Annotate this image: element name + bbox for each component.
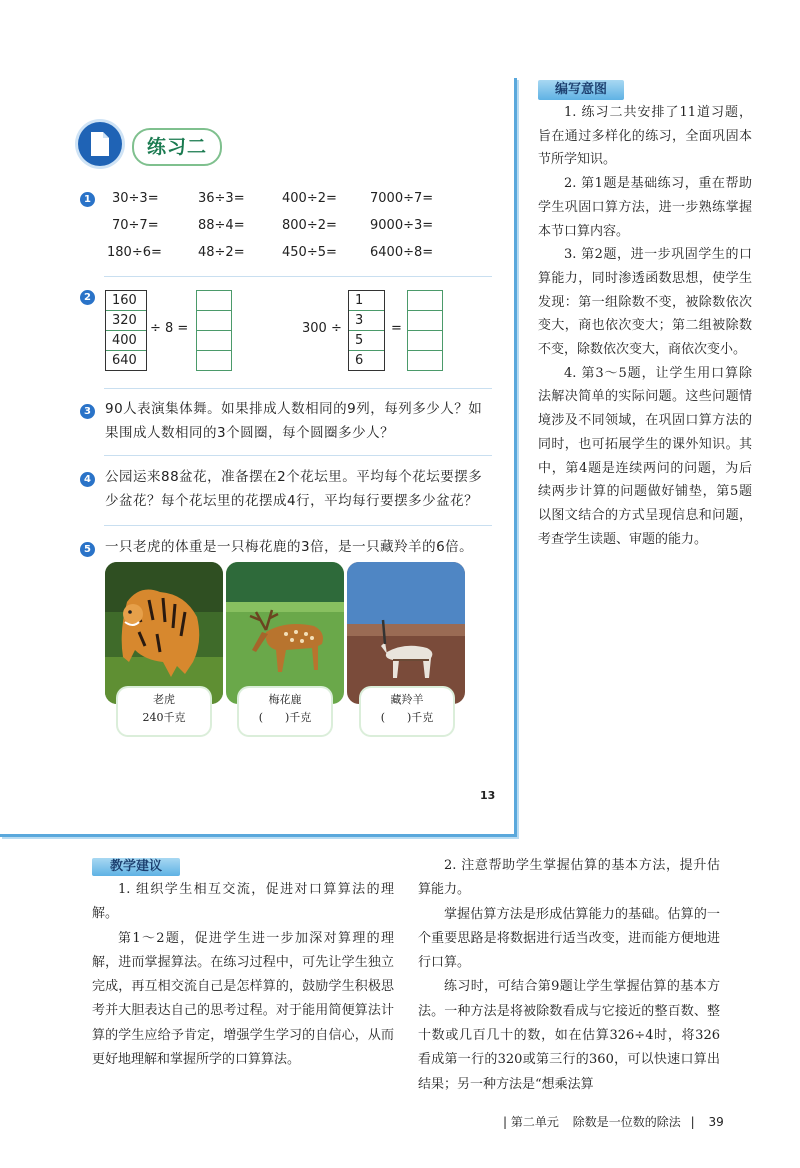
animal-weight: ( )千克 [380, 711, 434, 724]
division-operator: ÷ 8 = [150, 321, 189, 336]
teaching-paragraph: 掌握估算方法是形成估算能力的基础。估算的一个重要思路是将数据进行适当改变，进而能方便地进行口算。 [418, 906, 720, 971]
animal-name: 老虎 [153, 693, 175, 706]
animal-weight: 240千克 [142, 711, 186, 724]
teaching-paragraph: 1. 组织学生相互交流，促进对口算算法的理解。 [92, 882, 394, 922]
teaching-right-column [418, 854, 720, 1097]
divisor-column [348, 290, 385, 371]
exercise-title: 练习二 [132, 128, 222, 166]
dividend-value: 320 [106, 311, 146, 331]
answer-blank[interactable] [197, 331, 231, 351]
teaching-paragraph: 2. 注意帮助学生掌握估算的基本方法，提升估算能力。 [418, 858, 720, 898]
divider [104, 276, 492, 277]
question-4-line1: 公园运来88盆花，准备摆在2个花坛里。平均每个花坛要摆多 [105, 469, 483, 485]
question-5-text: 一只老虎的体重是一只梅花鹿的3倍，是一只藏羚羊的6倍。 [105, 539, 474, 555]
inset-page-number: 13 [480, 789, 496, 802]
design-intent-label: 编写意图 [538, 80, 624, 100]
answer-blank[interactable] [197, 291, 231, 311]
question-3-line1: 90人表演集体舞。如果排成人数相同的9列，每列多少人？如 [105, 401, 483, 417]
answer-blank[interactable] [197, 311, 231, 331]
answer-column-1 [196, 290, 232, 371]
answer-blank[interactable] [408, 331, 442, 351]
side-paragraph: 3. 第2题，进一步巩固学生的口算能力，同时渗透函数思想，使学生发现：第一组除数不变，被除数依次变大，商也依次变大；第二组被除数不变，除数依次变大，商依次变小。 [538, 247, 752, 358]
fixed-dividend: 300 ÷ [302, 321, 342, 336]
side-paragraph: 2. 第1题是基础练习，重在帮助学生巩固口算方法，进一步熟练掌握本节口算内容。 [538, 176, 752, 239]
teaching-paragraph: 练习时，可结合第9题让学生掌握估算的基本方法。一种方法是将被除数看成与它接近的整百数、整十数或几百几十的数，如在估算326÷4时，将326看成第一行的320或第三行的360，可以快速口算出结果；另一种方法是“想乘法算 [418, 979, 720, 1092]
divisor-value: 1 [349, 291, 384, 311]
answer-blank[interactable] [197, 351, 231, 370]
question-5-number: 5 [80, 542, 95, 557]
calc-item: 6400÷8= [370, 245, 434, 260]
document-icon [78, 122, 122, 166]
deer-caption [239, 688, 331, 735]
calc-item: 48÷2= [198, 245, 245, 260]
question-4-number: 4 [80, 472, 95, 487]
footer-bar: | [503, 1115, 508, 1129]
tiger-caption [118, 688, 210, 735]
question-1-number: 1 [80, 192, 95, 207]
design-intent-text [538, 101, 752, 551]
side-paragraph: 1. 练习二共安排了11道习题，旨在通过多样化的练习，全面巩固本节所学知识。 [538, 105, 752, 168]
footer-topic: 除数是一位数的除法 [572, 1115, 681, 1129]
calc-item: 9000÷3= [370, 218, 434, 233]
calc-item: 7000÷7= [370, 191, 434, 206]
divisor-value: 5 [349, 331, 384, 351]
divisor-value: 6 [355, 353, 364, 368]
antelope-caption [361, 688, 453, 735]
side-paragraph: 4. 第3～5题，让学生用口算除法解决简单的实际问题。这些问题情境涉及不同领域，在巩固口算方法的同时，也可拓展学生的课外知识。其中，第4题是连续两问的问题，为后续两步计算的问题做好铺垫，第5题以图文结合的方式呈现信息和问题，考查学生读题、审题的能力。 [538, 365, 752, 547]
calc-item: 180÷6= [107, 245, 162, 260]
animal-weight: ( )千克 [258, 711, 312, 724]
calc-item: 36÷3= [198, 191, 245, 206]
sika-deer-photo [226, 562, 344, 704]
dividend-value: 400 [106, 331, 146, 351]
answer-blank[interactable] [408, 291, 442, 311]
footer-bar: | [690, 1115, 695, 1129]
calc-item: 400÷2= [282, 191, 337, 206]
calc-item: 30÷3= [112, 191, 159, 206]
equals-sign: = [391, 321, 402, 336]
teaching-paragraph: 第1～2题，促进学生进一步加深对算理的理解，进而掌握算法。在练习过程中，可先让学生独立完成，再互相交流自己是怎样算的，鼓励学生积极思考并大胆表达自己的思考过程。对于能用简便算法计算的学生应给予肯定，增强学生学习的自信心，从而更好地理解和掌握所学的口算算法。 [92, 930, 394, 1068]
dividend-column [105, 290, 147, 371]
divisor-value: 3 [349, 311, 384, 331]
animal-name: 藏羚羊 [390, 693, 424, 706]
question-4-line2: 少盆花？每个花坛里的花摆成4行，平均每行要摆多少盆花？ [105, 493, 479, 509]
tiger-photo [105, 562, 223, 704]
calc-item: 70÷7= [112, 218, 159, 233]
question-3-line2: 果围成人数相同的3个圆圈，每个圆圈多少人？ [105, 425, 395, 441]
divider [104, 388, 492, 389]
question-2-number: 2 [80, 290, 95, 305]
question-3-number: 3 [80, 404, 95, 419]
footer-unit: 第二单元 [510, 1115, 559, 1129]
page-footer [503, 1113, 724, 1130]
teaching-suggestion-label: 教学建议 [92, 858, 180, 876]
teaching-left-column [92, 878, 394, 1072]
answer-column-2 [407, 290, 443, 371]
calc-item: 450÷5= [282, 245, 337, 260]
tibetan-antelope-photo [347, 562, 465, 704]
dividend-value: 160 [106, 291, 146, 311]
animal-name: 梅花鹿 [268, 693, 302, 706]
answer-blank[interactable] [408, 311, 442, 331]
calc-item: 800÷2= [282, 218, 337, 233]
calc-item: 88÷4= [198, 218, 245, 233]
footer-page-number: 39 [708, 1115, 724, 1129]
divider [104, 455, 492, 456]
divider [104, 525, 492, 526]
answer-blank[interactable] [408, 351, 442, 370]
dividend-value: 640 [112, 353, 137, 368]
